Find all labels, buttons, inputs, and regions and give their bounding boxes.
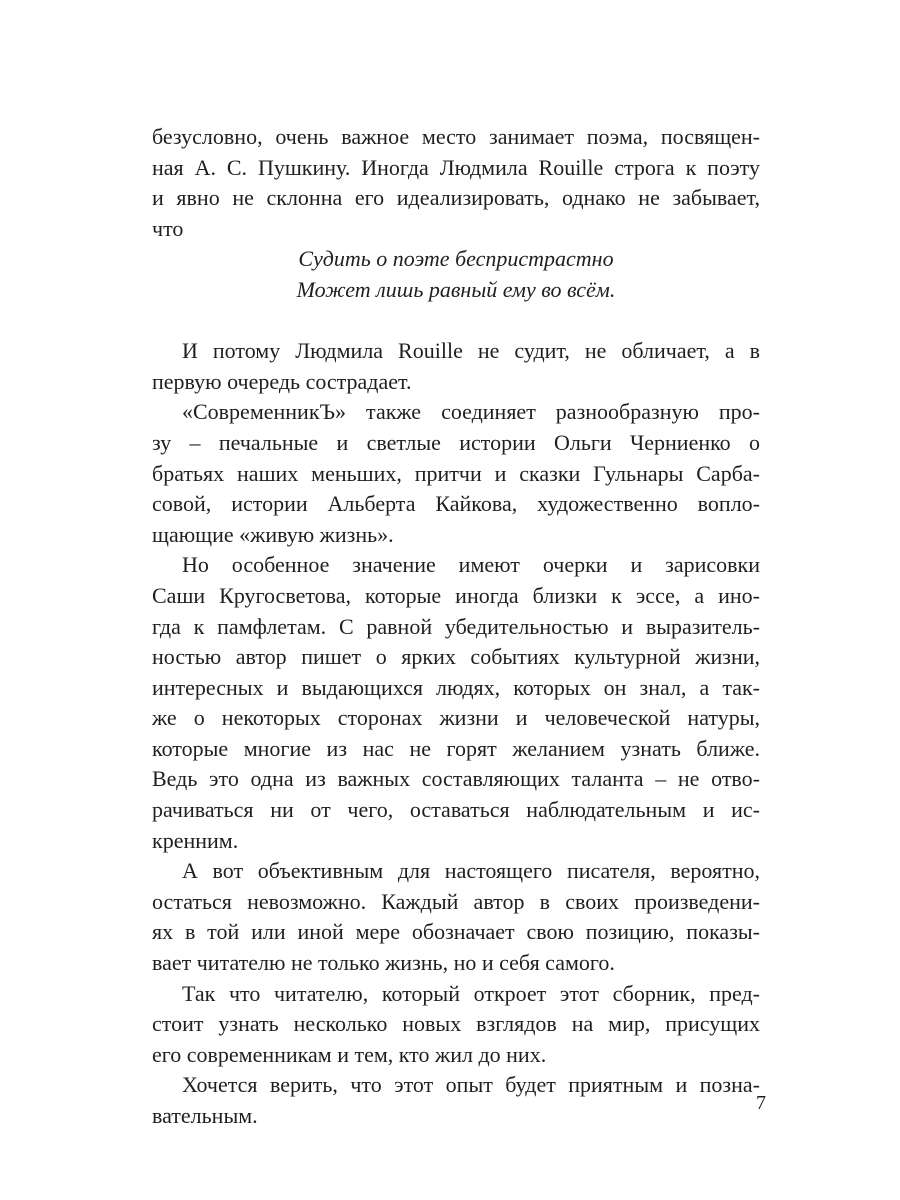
text-line: и явно не склонна его идеализировать, однако не забывает, bbox=[152, 185, 760, 211]
text-line: ях в той или иной мере обозначает свою позицию, показы- bbox=[152, 919, 760, 945]
paragraph bbox=[152, 979, 760, 1071]
text-line: И потому Людмила Rouille не судит, не обличает, а в bbox=[182, 338, 760, 364]
text-line: первую очередь сострадает. bbox=[152, 368, 412, 394]
text-line: Ведь это одна из важных составляющих таланта – не отво- bbox=[152, 766, 760, 792]
text-line: его современникам и тем, кто жил до них. bbox=[152, 1041, 547, 1067]
text-line: которые многие из нас не горят желанием узнать ближе. bbox=[152, 735, 760, 761]
page-body-text bbox=[152, 122, 760, 1132]
text-line: Хочется верить, что этот опыт будет приятным и позна- bbox=[182, 1072, 760, 1098]
text-line: Так что читателю, который откроет этот сборник, пред- bbox=[182, 980, 760, 1006]
paragraph bbox=[152, 1070, 760, 1131]
text-line: «СовременникЪ» также соединяет разнообразную про- bbox=[182, 399, 760, 425]
paragraph bbox=[152, 397, 760, 550]
paragraph bbox=[152, 550, 760, 856]
text-line: зу – печальные и светлые истории Ольги Черниенко о bbox=[152, 429, 760, 455]
text-line: ная А. С. Пушкину. Иногда Людмила Rouille строга к поэту bbox=[152, 154, 760, 180]
text-line: гда к памфлетам. С равной убедительностью и выразитель- bbox=[152, 613, 760, 639]
text-line: же о некоторых сторонах жизни и человеческой натуры, bbox=[152, 705, 760, 731]
text-line: щающие «живую жизнь». bbox=[152, 521, 394, 547]
text-line: стоит узнать несколько новых взглядов на мир, присущих bbox=[152, 1011, 760, 1037]
verse-line: Судить о поэте беспристрастно bbox=[298, 246, 614, 272]
paragraph bbox=[152, 336, 760, 397]
text-line: Но особенное значение имеют очерки и зарисовки bbox=[182, 552, 760, 578]
text-line: А вот объективным для настоящего писателя, вероятно, bbox=[182, 858, 760, 884]
text-line: Саши Кругосветова, которые иногда близки к эссе, а ино- bbox=[152, 582, 760, 608]
text-line: рачиваться ни от чего, оставаться наблюдательным и ис- bbox=[152, 797, 760, 823]
verse-quotation bbox=[152, 244, 760, 305]
text-line: ностью автор пишет о ярких событиях культурной жизни, bbox=[152, 644, 760, 670]
text-line: остаться невозможно. Каждый автор в своих произведени- bbox=[152, 888, 760, 914]
text-line: братьях наших меньших, притчи и сказки Гульнары Сарба- bbox=[152, 460, 760, 486]
text-line: кренним. bbox=[152, 827, 239, 853]
paragraph bbox=[152, 122, 760, 244]
page-number: 7 bbox=[756, 1092, 766, 1114]
text-line: что bbox=[152, 215, 184, 241]
paragraph bbox=[152, 856, 760, 978]
text-line: вательным. bbox=[152, 1103, 258, 1128]
text-line: совой, истории Альберта Кайкова, художественно вопло- bbox=[152, 491, 760, 517]
verse-line: Может лишь равный ему во всём. bbox=[296, 276, 616, 302]
text-line: вает читателю не только жизнь, но и себя самого. bbox=[152, 950, 615, 976]
text-line: безусловно, очень важное место занимает поэма, посвящен- bbox=[152, 124, 760, 149]
text-line: интересных и выдающихся людях, которых он знал, а так- bbox=[152, 674, 760, 700]
